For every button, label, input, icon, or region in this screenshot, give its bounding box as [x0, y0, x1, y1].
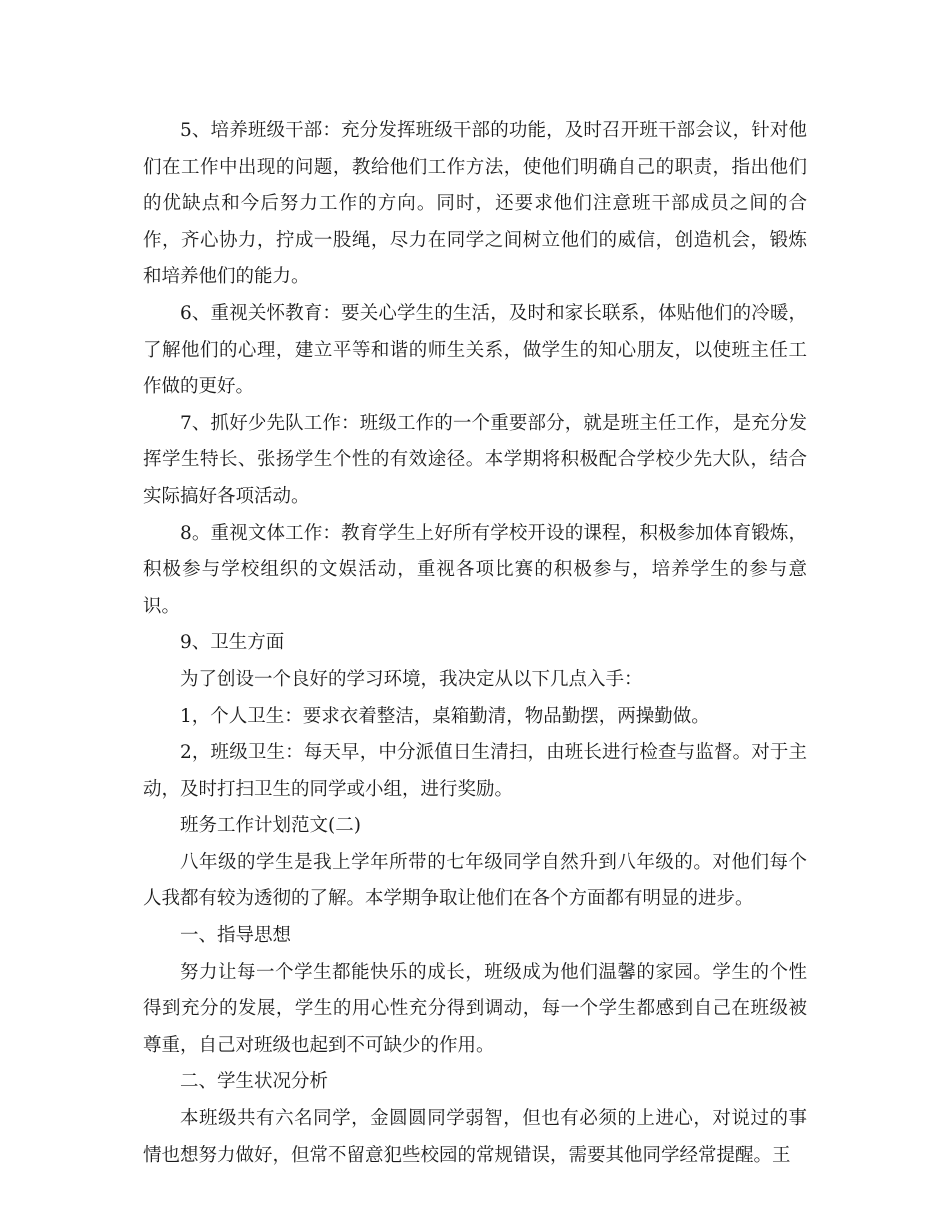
document-body: [143, 113, 807, 1174]
heading-hygiene: 9、卫生方面: [180, 632, 285, 654]
paragraph-young-pioneers: 7、抓好少先队工作：班级工作的一个重要部分，就是班主任工作，是充分发挥学生特长、张扬学生个性的有效途径。本学期将积极配合学校少先大队，结合实际搞好各项活动。: [143, 412, 807, 507]
paragraph-grade-eight-intro: 八年级的学生是我上学年所带的七年级同学自然升到八年级的。对他们每个人我都有较为透彻的了解。本学期争取让他们在各个方面都有明显的进步。: [143, 851, 807, 910]
paragraph-care-education: 6、重视关怀教育：要关心学生的生活，及时和家长联系，体贴他们的冷暖，了解他们的心理，建立平等和谐的师生关系，做学生的知心朋友，以使班主任工作做的更好。: [143, 302, 807, 398]
paragraph-cadre-training: 5、培养班级干部：充分发挥班级干部的功能，及时召开班干部会议，针对他们在工作中出现的问题，教给他们工作方法，使他们明确自己的职责，指出他们的优缺点和今后努力工作的方向。同时，还要求他们注意班干部成员之间的合作，齐心协力，拧成一股绳，尽力在同学之间树立他们的威信，创造机会，锻炼和培养他们的能力。: [143, 120, 807, 288]
heading-guiding-ideology: 一、指导思想: [180, 925, 292, 947]
paragraph-student-analysis: 本班级共有六名同学，金圆圆同学弱智，但也有必须的上进心，对说过的事情也想努力做好，但常不留意犯些校园的常规错误，需要其他同学经常提醒。王: [143, 1108, 807, 1166]
heading-sample-two: 班务工作计划范文(二): [180, 815, 361, 837]
heading-student-analysis: 二、学生状况分析: [180, 1071, 329, 1093]
paragraph-personal-hygiene: 1，个人卫生：要求衣着整洁，桌箱勤清，物品勤摆，两操勤做。: [180, 705, 710, 727]
paragraph-hygiene-intro: 为了创设一个良好的学习环境，我决定从以下几点入手：: [180, 668, 643, 690]
paragraph-guiding-ideology: 努力让每一个学生都能快乐的成长，班级成为他们温馨的家园。学生的个性得到充分的发展，学生的用心性充分得到调动，每一个学生都感到自己在班级被尊重，自己对班级也起到不可缺少的作用。: [143, 961, 807, 1056]
paragraph-class-hygiene: 2，班级卫生：每天早，中分派值日生清扫，由班长进行检查与监督。对于主动，及时打扫卫生的同学或小组，进行奖励。: [143, 742, 807, 800]
paragraph-sports-culture: 8。重视文体工作：教育学生上好所有学校开设的课程，积极参加体育锻炼，积极参与学校组织的文娱活动，重视各项比赛的积极参与，培养学生的参与意识。: [143, 522, 807, 617]
